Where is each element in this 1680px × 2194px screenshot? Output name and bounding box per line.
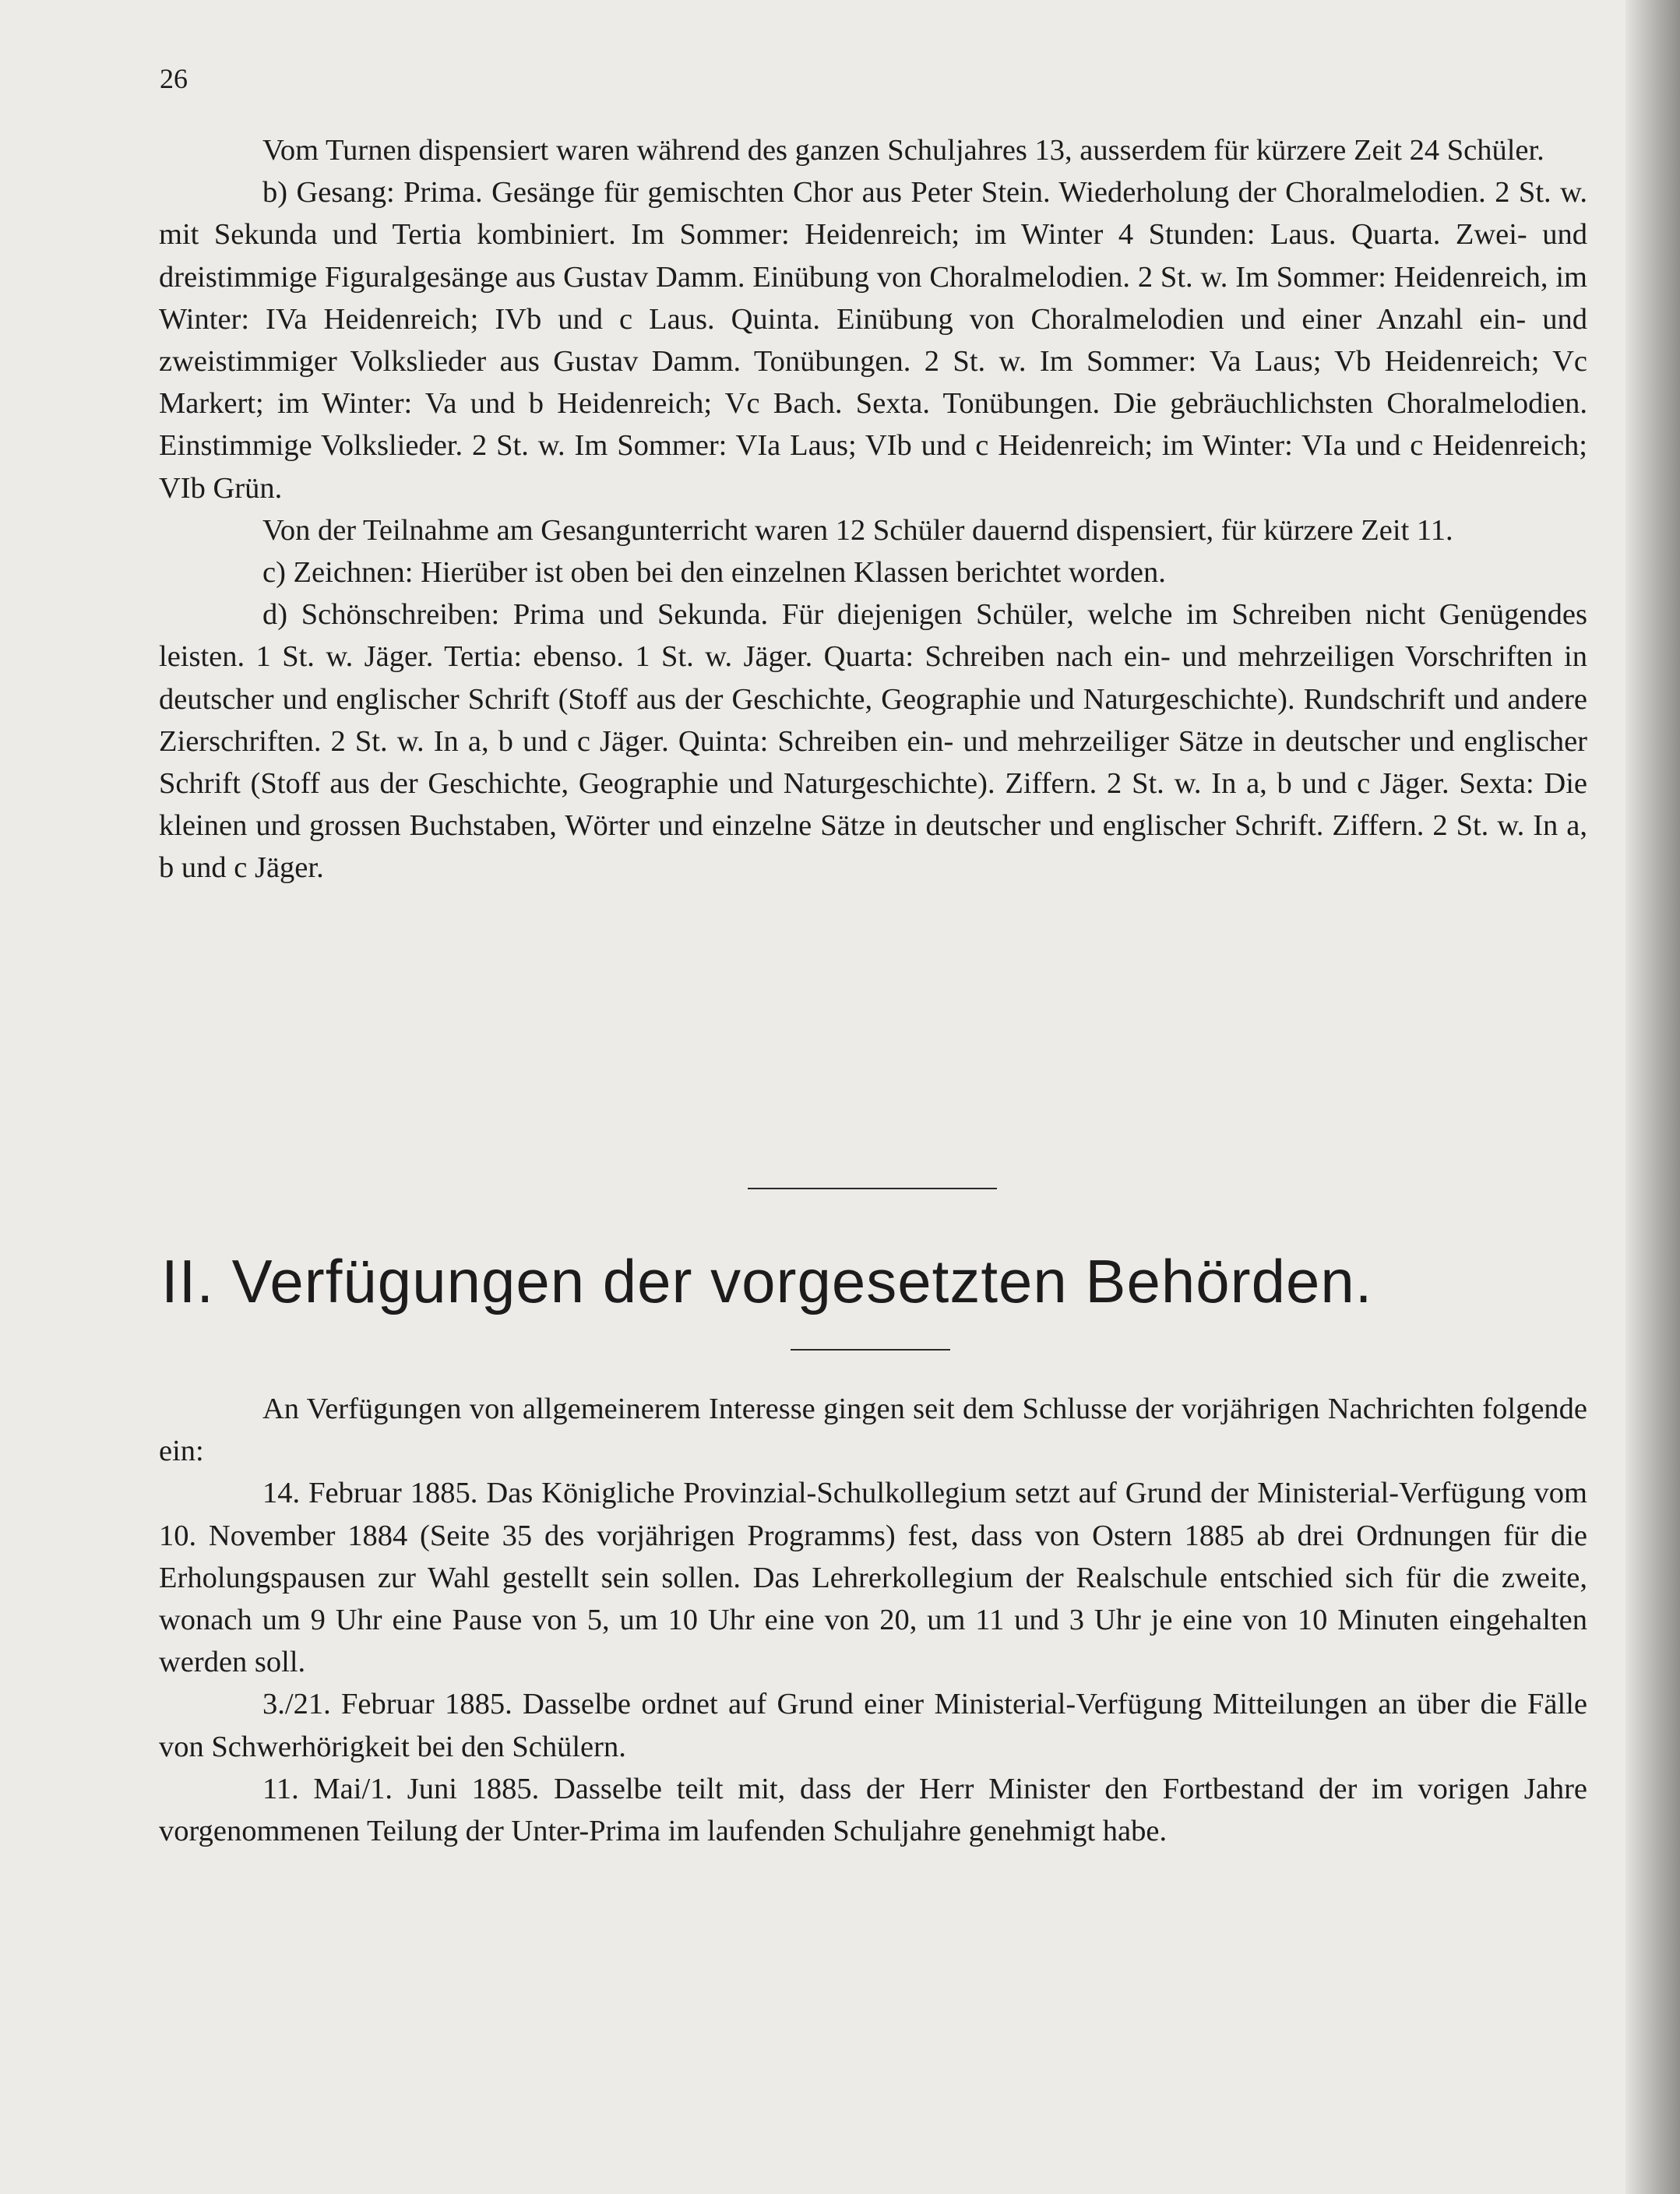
section-1-text: [159, 129, 1587, 889]
paragraph-decree-february-14: 14. Februar 1885. Das Königliche Provinzial-Schulkollegium setzt auf Grund der Ministerial-Verfügung vom 10. November 1884 (Seite 35 des vorjährigen Programms) fest, dass von Ostern 1885 ab drei Ordnungen für die Erholungspausen zur Wahl gestellt sein sollen. Das Lehrerkollegium der Realschule entschied sich für die zweite, wonach um 9 Uhr eine Pause von 5, um 10 Uhr eine von 20, um 11 und 3 Uhr je eine von 10 Minuten eingehalten werden soll.: [159, 1477, 1587, 1679]
heading-underline-rule: [791, 1349, 950, 1351]
paragraph-intro: An Verfügungen von allgemeinerem Interesse gingen seit dem Schlusse der vorjährigen Nachrichten folgende ein:: [159, 1393, 1587, 1468]
page-number: 26: [160, 63, 188, 94]
paragraph-zeichnen: c) Zeichnen: Hierüber ist oben bei den einzelnen Klassen berichtet worden.: [262, 556, 1166, 590]
paragraph-turnen-dispensiert: Vom Turnen dispensiert waren während des ganzen Schuljahres 13, ausserdem für kürzere Zeit 24 Schüler.: [262, 134, 1544, 167]
paragraph-schoenschreiben: d) Schönschreiben: Prima und Sekunda. Für diejenigen Schüler, welche im Schreiben nicht Genügendes leisten. 1 St. w. Jäger. Tertia: ebenso. 1 St. w. Jäger. Quarta: Schreiben nach ein- und mehrzeiligen Vorschriften in deutscher und englischer Schrift (Stoff aus der Geschichte, Geographie und Naturgeschichte). Rundschrift und andere Zierschriften. 2 St. w. In a, b und c Jäger. Quinta: Schreiben ein- und mehrzeiliger Sätze in deutscher und englischer Schrift (Stoff aus der Geschichte, Geographie und Naturgeschichte). Ziffern. 2 St. w. In a, b und c Jäger. Sexta: Die kleinen und grossen Buchstaben, Wörter und einzelne Sätze in deutscher und englischer Schrift. Ziffern. 2 St. w. In a, b und c Jäger.: [159, 598, 1587, 885]
paragraph-gesang-dispensiert: Von der Teilnahme am Gesangunterricht waren 12 Schüler dauernd dispensiert, für kürzere Zeit 11.: [262, 513, 1453, 547]
section-2-text: [159, 1388, 1587, 1852]
paragraph-decree-may-june: 11. Mai/1. Juni 1885. Dasselbe teilt mit, dass der Herr Minister den Fortbestand der im vorigen Jahre vorgenommenen Teilung der Unter-Prima im laufenden Schuljahre genehmigt habe.: [159, 1772, 1587, 1848]
page-edge-shadow: [1625, 0, 1680, 2194]
paragraph-gesang: b) Gesang: Prima. Gesänge für gemischten Chor aus Peter Stein. Wiederholung der Choralmelodien. 2 St. w. mit Sekunda und Tertia kombiniert. Im Sommer: Heidenreich; im Winter 4 Stunden: Laus. Quarta. Zwei- und dreistimmige Figuralgesänge aus Gustav Damm. Einübung von Choralmelodien. 2 St. w. Im Sommer: Heidenreich, im Winter: IVa Heidenreich; IVb und c Laus. Quinta. Einübung von Choralmelodien und einer Anzahl ein- und zweistimmiger Volkslieder aus Gustav Damm. Tonübungen. 2 St. w. Im Sommer: Va Laus; Vb Heidenreich; Vc Markert; im Winter: Va und b Heidenreich; Vc Bach. Sexta. Tonübungen. Die gebräuchlichsten Choralmelodien. Einstimmige Volkslieder. 2 St. w. Im Sommer: VIa Laus; VIb und c Heidenreich; im Winter: VIa und c Heidenreich; VIb Grün.: [159, 176, 1587, 505]
section-heading: II. Verfügungen der vorgesetzten Behörden.: [161, 1247, 1373, 1315]
separator-rule: [748, 1188, 997, 1189]
paragraph-decree-february-21: 3./21. Februar 1885. Dasselbe ordnet auf Grund einer Ministerial-Verfügung Mitteilungen an über die Fälle von Schwerhörigkeit bei den Schülern.: [159, 1688, 1587, 1763]
